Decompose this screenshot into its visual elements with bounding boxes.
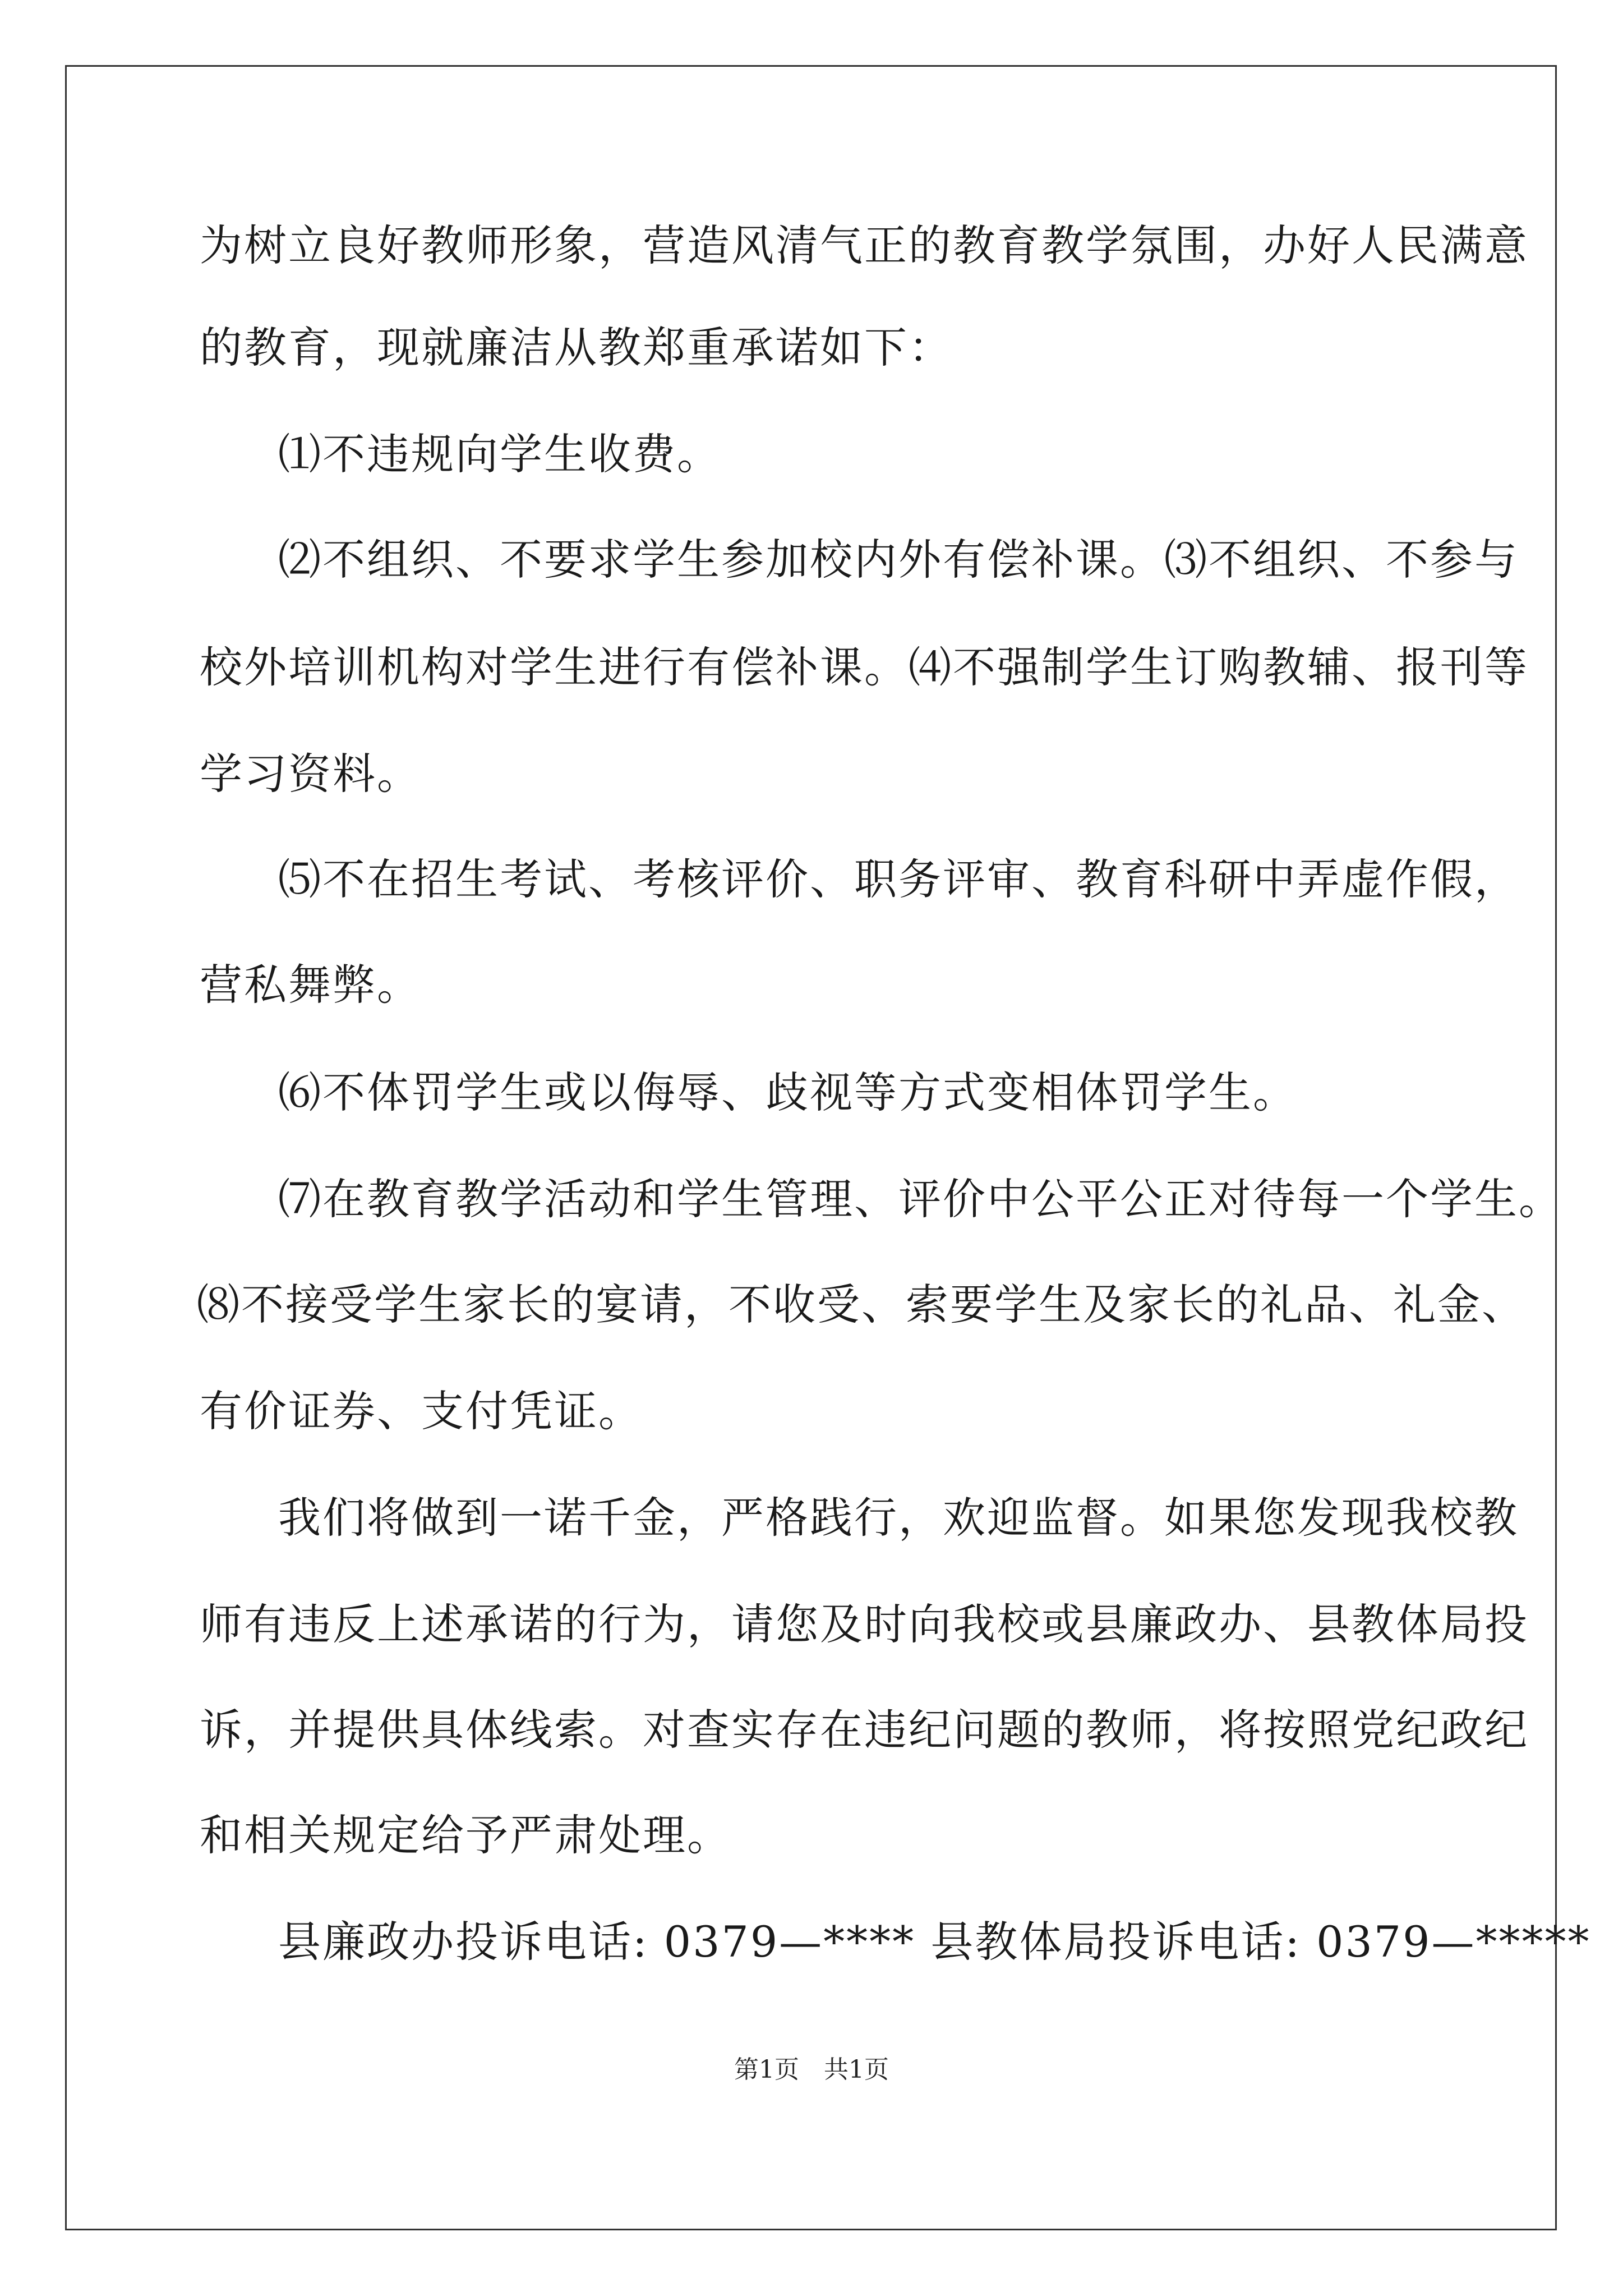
text-line: ⑺在教育教学活动和学生管理、评价中公平公正对待每一个学生。 [278, 1174, 1563, 1224]
text-line: 县廉政办投诉电话: 0379—**** 县教体局投诉电话: 0379—***** [278, 1917, 1591, 1967]
page-footer: 第1页 共1页 [734, 2055, 889, 2084]
text-line: ⑴不违规向学生收费。 [278, 429, 721, 479]
text-line: ⑻不接受学生家长的宴请，不收受、索要学生及家长的礼品、礼金、 [197, 1280, 1526, 1329]
text-line: ⑹不体罚学生或以侮辱、歧视等方式变相体罚学生。 [278, 1068, 1297, 1117]
text-line: 校外培训机构对学生进行有偿补课。⑷不强制学生订购教辅、报刊等 [200, 642, 1529, 692]
text-line: 师有违反上述承诺的行为，请您及时向我校或县廉政办、县教体局投 [200, 1599, 1529, 1649]
text-line: ⑵不组织、不要求学生参加校内外有偿补课。⑶不组织、不参与 [278, 535, 1519, 585]
text-line: 有价证券、支付凭证。 [200, 1386, 643, 1436]
text-line: 的教育，现就廉洁从教郑重承诺如下： [200, 323, 953, 372]
text-line: ⑸不在招生考试、考核评价、职务评审、教育科研中弄虚作假， [278, 854, 1519, 904]
text-line: 学习资料。 [200, 749, 421, 799]
text-line: 为树立良好教师形象，营造风清气正的教育教学氛围，办好人民满意 [200, 220, 1529, 270]
text-line: 诉，并提供具体线索。对查实存在违纪问题的教师，将按照党纪政纪 [200, 1705, 1529, 1755]
page-border [65, 65, 1557, 2230]
text-line: 和相关规定给予严肃处理。 [200, 1810, 731, 1860]
text-line: 营私舞弊。 [200, 960, 421, 1010]
text-line: 我们将做到一诺千金，严格践行，欢迎监督。如果您发现我校教 [278, 1493, 1519, 1543]
